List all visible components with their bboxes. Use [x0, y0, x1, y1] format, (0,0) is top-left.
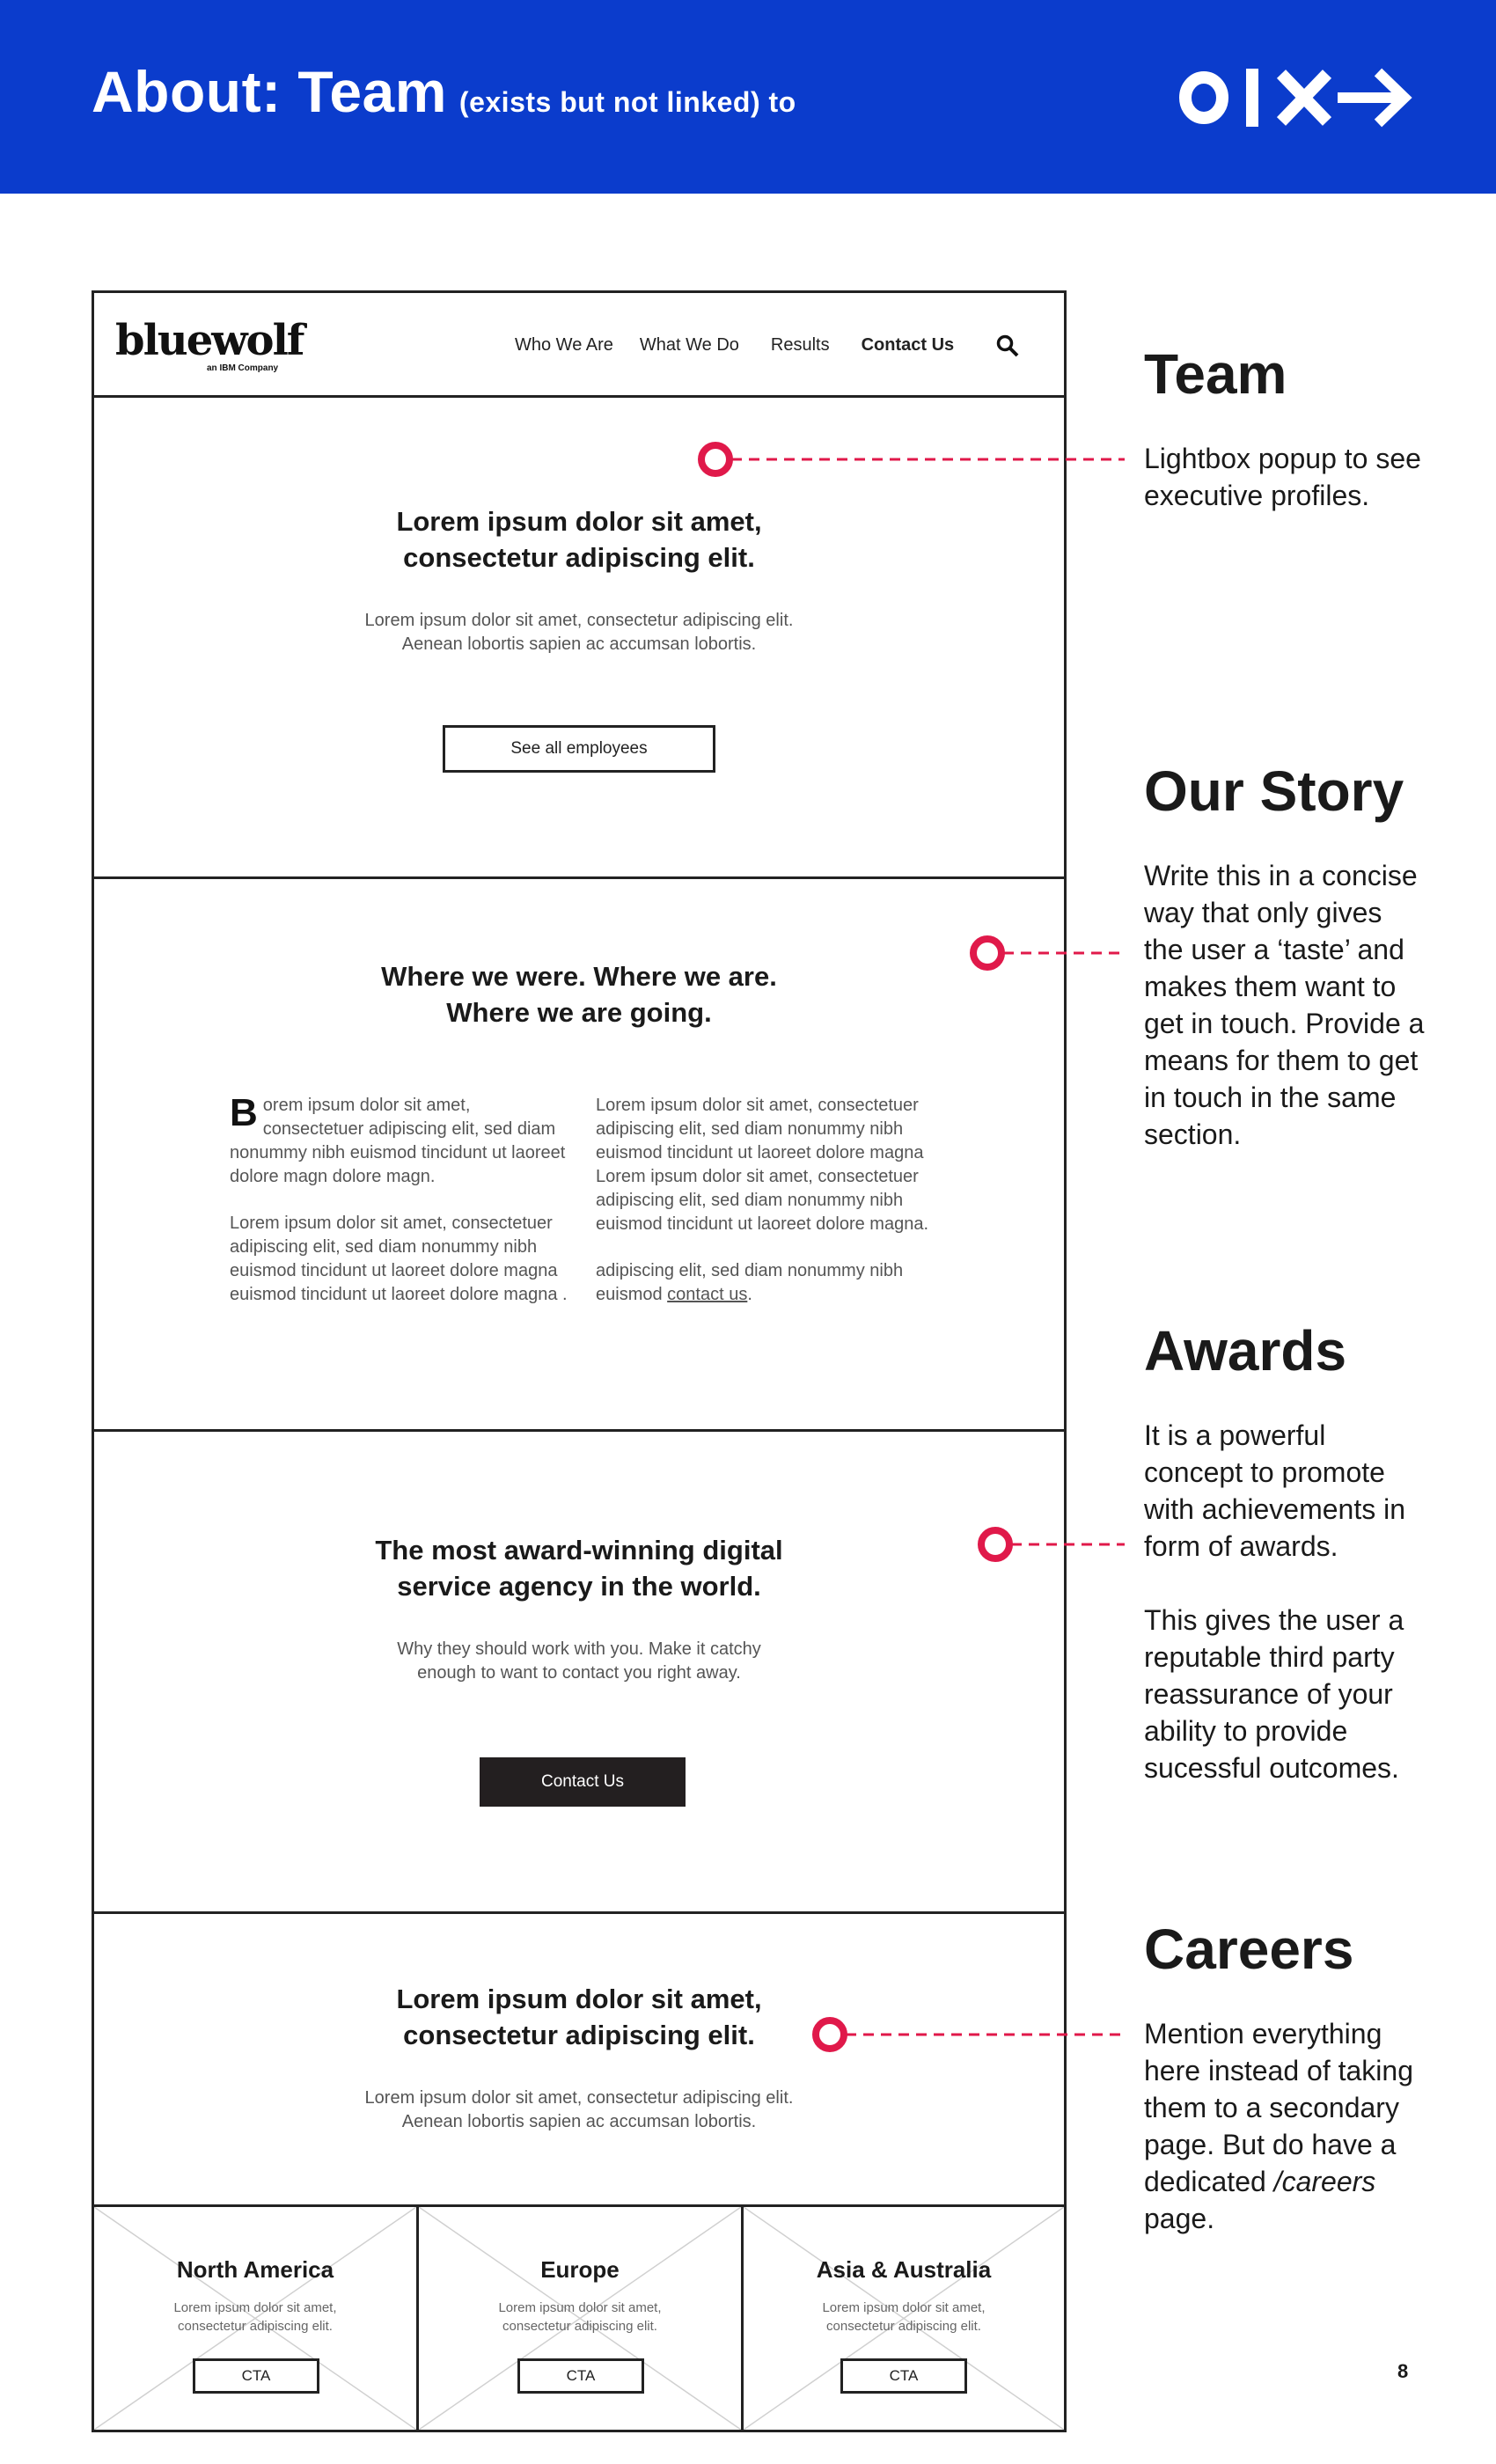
story-right-paragraph-2 [596, 1259, 934, 1307]
region-card-europe [419, 2207, 744, 2430]
careers-body-text: Lorem ipsum dolor sit amet, consectetur adipiscing elit. Aenean lobortis sapien ac accumsan lobortis. [364, 2088, 794, 2131]
awards-heading-line-2: service agency in the world. [397, 1571, 761, 1602]
annotation-careers-text [1144, 2015, 1426, 2237]
nav-contact-us[interactable]: Contact Us [861, 335, 955, 355]
awards-section [94, 1429, 1064, 1911]
team-body-text: Lorem ipsum dolor sit amet, consectetur adipiscing elit. Aenean lobortis sapien ac accumsan lobortis. [364, 611, 794, 654]
awards-heading [94, 1532, 1064, 1604]
careers-section [94, 1911, 1064, 2204]
region-title: Europe [540, 2256, 620, 2283]
nav-who-we-are[interactable]: Who We Are [515, 335, 613, 355]
regions-row [94, 2204, 1064, 2430]
header-banner [0, 0, 1496, 194]
brand-sub: an IBM Company [207, 363, 279, 373]
awards-body-text: Why they should work with you. Make it catchy enough to want to contact you right away. [397, 1639, 761, 1683]
region-text-content: Lorem ipsum dolor sit amet, consectetur adipiscing elit. [173, 2300, 337, 2334]
awards-body [94, 1638, 1064, 1685]
annotation-awards-title: Awards [1144, 1319, 1347, 1382]
story-section [94, 876, 1064, 1429]
annotation-awards-text [1144, 1417, 1426, 1786]
careers-heading [94, 1981, 1064, 2053]
region-text-content: Lorem ipsum dolor sit amet, consectetur adipiscing elit. [498, 2300, 662, 2334]
story-left-p1-text: orem ipsum dolor sit amet, consectetuer adipiscing elit, sed diam nonummy nibh euismod tincidunt ut laoreet dolore magn dolore magn. [230, 1096, 566, 1186]
region-title: Asia & Australia [816, 2256, 992, 2283]
page-number: 8 [1397, 2360, 1409, 2382]
story-right-column [596, 1094, 934, 1330]
story-heading-line-1: Where we were. Where we are. [381, 961, 777, 992]
page-title-main: About: Team [92, 59, 447, 124]
team-section [94, 395, 1064, 876]
annotation-awards-p1: It is a powerful concept to promote with achievements in form of awards. [1144, 1419, 1406, 1562]
careers-body [94, 2086, 1064, 2134]
story-left-column [230, 1091, 568, 1330]
nav-links [515, 335, 954, 356]
brand-logo[interactable] [115, 316, 304, 373]
region-cta-button[interactable]: CTA [840, 2358, 967, 2394]
annotation-careers-italic: /careers [1273, 2166, 1376, 2197]
annotation-awards-p2: This gives the user a reputable third party reassurance of your ability to provide sucessful outcomes. [1144, 1604, 1404, 1784]
search-icon[interactable] [995, 334, 1020, 358]
annotation-careers-suffix: page. [1144, 2203, 1215, 2234]
region-cta-button[interactable]: CTA [193, 2358, 319, 2394]
story-right-p2-prefix: adipiscing elit, sed diam nonummy nibh euismod [596, 1261, 904, 1304]
see-all-employees-button[interactable]: See all employees [443, 725, 715, 773]
story-heading-line-2: Where we are going. [446, 997, 712, 1028]
story-dropcap: B [230, 1091, 258, 1134]
page-title [92, 58, 796, 125]
contact-us-button[interactable]: Contact Us [480, 1757, 686, 1807]
region-text [419, 2299, 741, 2336]
awards-heading-line-1: The most award-winning digital [375, 1535, 783, 1566]
contact-us-link[interactable]: contact us [667, 1285, 748, 1304]
story-left-paragraph-1 [230, 1091, 568, 1189]
region-text-content: Lorem ipsum dolor sit amet, consectetur adipiscing elit. [822, 2300, 986, 2334]
region-card-asia-australia [744, 2207, 1064, 2430]
team-heading-text: Lorem ipsum dolor sit amet, consectetur adipiscing elit. [396, 506, 762, 573]
annotation-team-text: Lightbox popup to see executive profiles. [1144, 443, 1421, 511]
annotation-team-title: Team [1144, 342, 1287, 406]
team-body [94, 609, 1064, 656]
brand-name: bluewolf [115, 316, 304, 365]
page-title-sub: (exists but not linked) to [458, 86, 796, 118]
nav-results[interactable]: Results [770, 335, 830, 355]
annotation-careers-title: Careers [1144, 1918, 1354, 1981]
region-card-north-america [94, 2207, 419, 2430]
story-heading [94, 958, 1064, 1030]
site-nav [94, 293, 1064, 395]
wireframe-frame [92, 290, 1067, 2432]
story-left-paragraph-2: Lorem ipsum dolor sit amet, consectetuer adipiscing elit, sed diam nonummy nibh euismod tincidunt ut laoreet dolore magna euismod tincidunt ut laoreet dolore magna . [230, 1214, 568, 1304]
story-right-p2-suffix: . [747, 1285, 752, 1304]
region-cta-button[interactable]: CTA [517, 2358, 644, 2394]
region-text [744, 2299, 1064, 2336]
team-heading [94, 503, 1064, 576]
annotation-story-title: Our Story [1144, 759, 1404, 823]
annotation-careers-prefix: Mention everything here instead of taking them to a secondary page. But do have a dedicated [1144, 2018, 1413, 2197]
region-title: North America [176, 2256, 334, 2283]
annotation-story-text: Write this in a concise way that only gives the user a ‘taste’ and makes them want to get in touch. Provide a means for them to get in touch in the same section. [1144, 860, 1425, 1150]
story-right-paragraph-1: Lorem ipsum dolor sit amet, consectetuer adipiscing elit, sed diam nonummy nibh euismod tincidunt ut laoreet dolore magna Lorem ipsum dolor sit amet, consectetuer adipiscing elit, sed diam nonummy nibh euismod tincidunt ut laoreet dolore magna. [596, 1096, 929, 1234]
region-text [94, 2299, 416, 2336]
nav-what-we-do[interactable]: What We Do [639, 335, 739, 355]
olx-arrow-logo-icon [1177, 65, 1415, 130]
careers-heading-text: Lorem ipsum dolor sit amet, consectetur adipiscing elit. [396, 1984, 762, 2050]
